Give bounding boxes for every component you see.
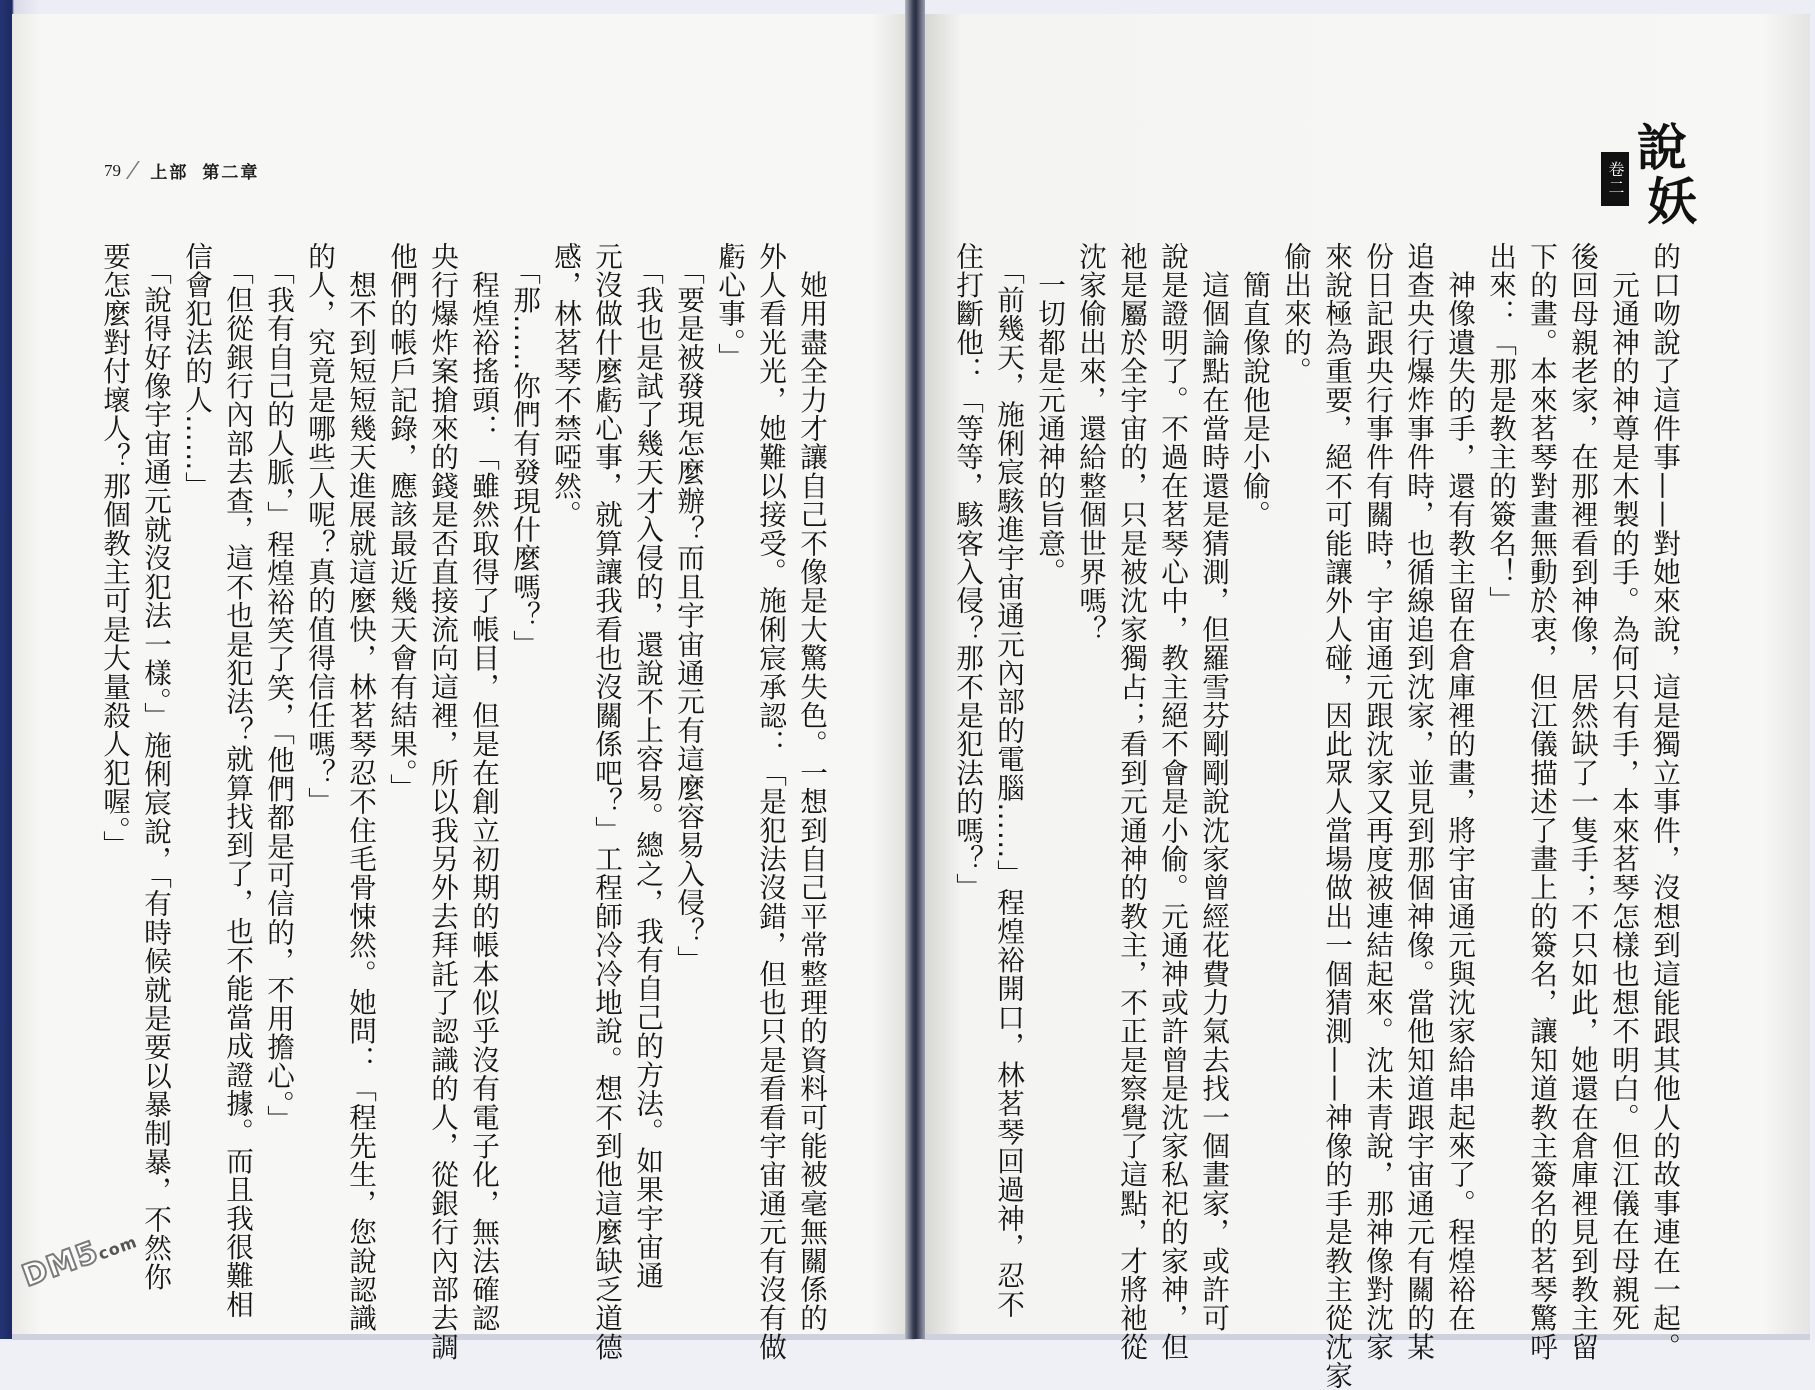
part-label: 上部 <box>150 163 189 183</box>
logo-char-1: 說 <box>1637 119 1687 177</box>
right-page-body-text: 的口吻說了這件事——對她來說，這是獨立事件，沒想到這能跟其他人的故事連在一起。 元通神的神尊是木製的手。為何只有手，本來茗琴怎樣也想不明白。但江儀在母親死 後回母親老家，在那裡看到神像，居然缺了一隻手；不只如此，她還在倉庫裡見到教主留 下的畫。本來茗琴對畫無動於衷，但江儀描述了畫上的簽名，讓知道教主簽名的茗琴驚呼 出來：「那是教主的簽名！」 神像遺失的手，還有教主留在倉庫裡的畫，將宇宙通元與沈家給串起來了。程煌裕在 追查央行爆炸事件時，也循線追到沈家，並見到那個神像。當他知道跟宇宙通元有關的某 份日記跟央行事件有關時，宇宙通元跟沈家又再度被連結起來。沈未青說，那神像對沈家 來說極為重要，絕不可能讓外人碰，因此眾人當場做出一個猜測——神像的手是教主從沈家 偷出來的。 簡直像說他是小偷。 這個論點在當時還是猜測，但羅雪芬剛剛說沈家曾經花費力氣去找一個畫家，或許可 說是證明了。不過在茗琴心中，教主絕不會是小偷。元通神或許曾是沈家私祀的家神，但 祂是屬於全宇宙的，只是被沈家獨占；看到元通神的教主，不正是察覺了這點，才將祂從 沈家偷出來，還給整個世界嗎？ 一切都是元通神的旨意。 「前幾天，施俐宸駭進宇宙通元內部的電腦……」程煌裕開口，林茗琴回過神，忍不 住打斷他：「等等，駭客入侵？那不是犯法的嗎？」 <box>951 242 1681 1390</box>
page-number: 79 <box>104 160 121 180</box>
chapter-label: 第二章 <box>202 163 260 183</box>
book-title-logo <box>1597 108 1707 231</box>
watermark-text: DM5 <box>17 1234 104 1295</box>
logo-char-2: 妖 <box>1647 173 1697 231</box>
book-gutter <box>905 0 925 1339</box>
watermark-sub: com <box>95 1232 140 1264</box>
volume-badge: 卷二 <box>1601 152 1629 206</box>
running-head <box>104 158 259 183</box>
left-page-body-text: 她用盡全力才讓自己不像是大驚失色。一想到自己平常整理的資料可能被毫無關係的 外人看光光，她難以接受。施俐宸承認：「是犯法沒錯，但也只是看看宇宙通元有沒有做 虧心事。」 「要是被發現怎麼辦？而且宇宙通元有這麼容易入侵？」 「我也是試了幾天才入侵的，還說不上容易。總之，我有自己的方法。如果宇宙通 元沒做什麼虧心事，就算讓我看也沒關係吧？」工程師冷冷地說。想不到他這麼缺乏道德 感，林茗琴不禁啞然。 「那……你們有發現什麼嗎？」 程煌裕搖頭：「雖然取得了帳目，但是在創立初期的帳本似乎沒有電子化，無法確認 央行爆炸案搶來的錢是否直接流向這裡，所以我另外去拜託了認識的人，從銀行內部去調 他們的帳戶記錄，應該最近幾天會有結果。」 想不到短短幾天進展就這麼快，林茗琴忍不住毛骨悚然。她問：「程先生，您說認識 的人，究竟是哪些人呢？真的值得信任嗎？」 「我有自己的人脈，」程煌裕笑了笑，「他們都是可信的，不用擔心。」 「但從銀行內部去查，這不也是犯法？就算找到了，也不能當成證據。而且我很難相 信會犯法的人……」 「說得好像宇宙通元就沒犯法一樣。」施俐宸說，「有時候就是要以暴制暴，不然你 要怎麼對付壞人？那個教主可是大量殺人犯喔。」 <box>98 242 828 1362</box>
slash-separator: / <box>124 158 141 183</box>
